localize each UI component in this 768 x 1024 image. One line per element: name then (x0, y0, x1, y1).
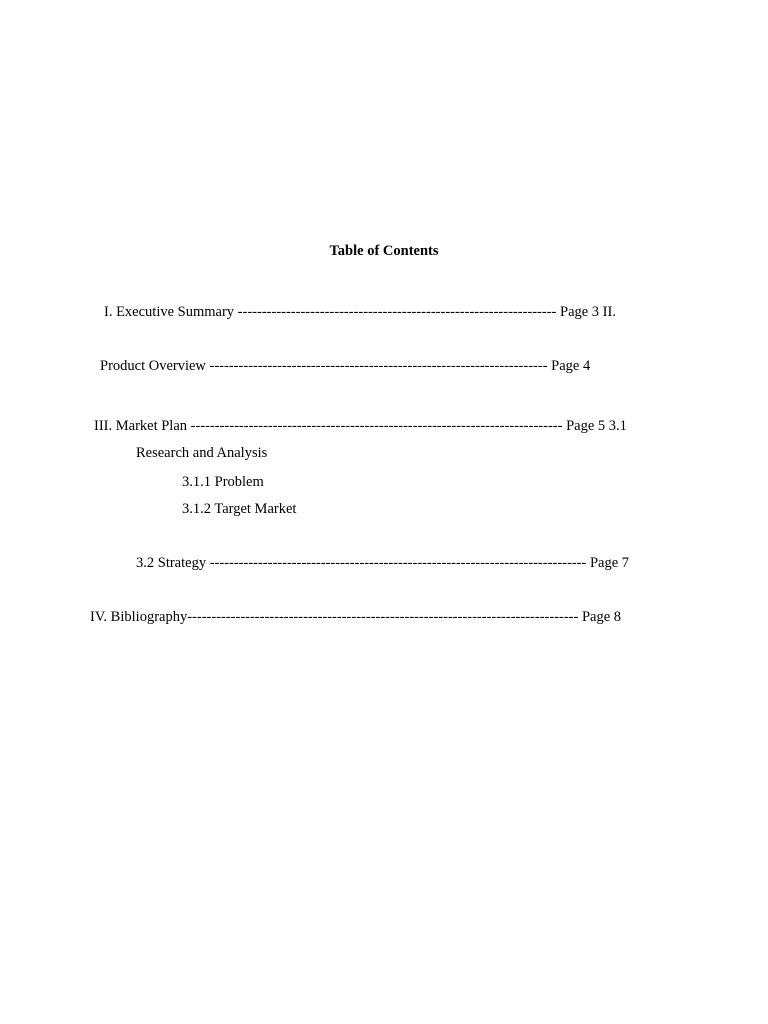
toc-entry-target-market: 3.1.2 Target Market (182, 501, 297, 517)
toc-entry-market-plan: III. Market Plan ----------------------------------------------------------------------------- Page 5 3.1 (94, 418, 627, 434)
toc-entry-problem: 3.1.1 Problem (182, 474, 264, 490)
toc-entry-bibliography: IV. Bibliography--------------------------------------------------------------------------------- Page 8 (90, 609, 622, 625)
toc-title: Table of Contents (329, 243, 439, 259)
toc-entry-executive-summary: I. Executive Summary ------------------------------------------------------------------ Page 3 II. (104, 304, 616, 320)
toc-entry-product-overview: Product Overview ---------------------------------------------------------------------- Page 4 (100, 358, 591, 374)
toc-entry-strategy: 3.2 Strategy ------------------------------------------------------------------------------ Page 7 (136, 555, 630, 571)
toc-entry-research-and-analysis: Research and Analysis (136, 445, 268, 461)
